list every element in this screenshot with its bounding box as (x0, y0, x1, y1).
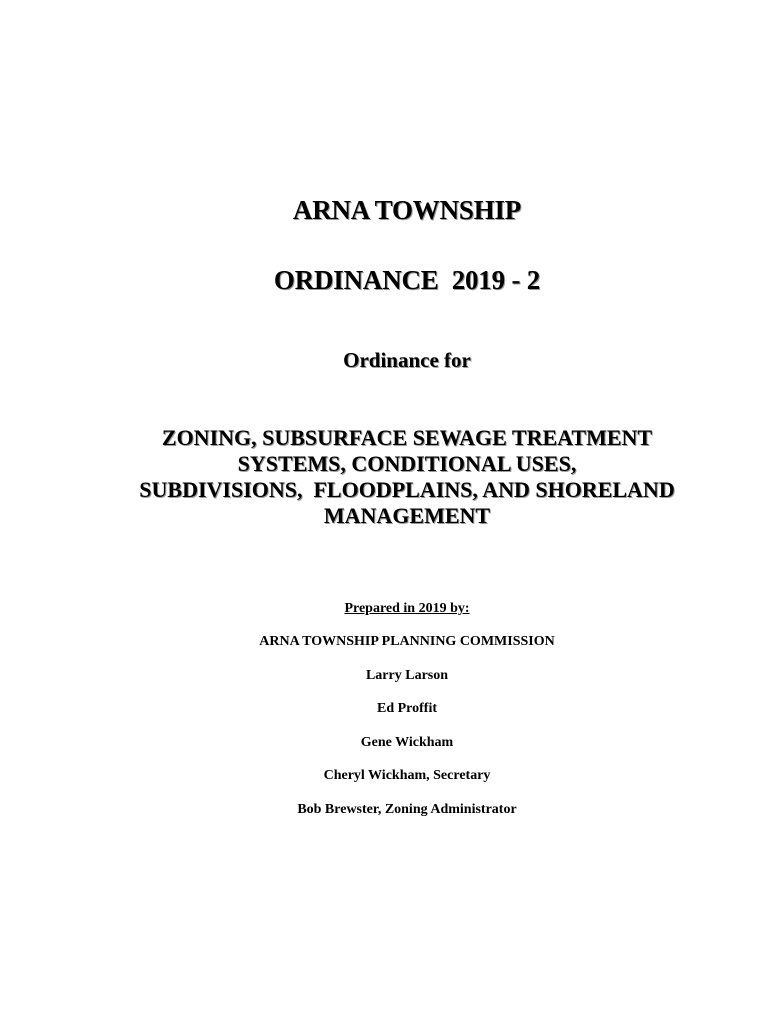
township-title: ARNA TOWNSHIP (292, 195, 522, 225)
member-name: Bob Brewster, Zoning Administrator (297, 802, 517, 817)
ordinance-number: ORDINANCE 2019 - 2 (273, 265, 541, 295)
topic-line-4: MANAGEMENT (323, 503, 491, 528)
commission-name: ARNA TOWNSHIP PLANNING COMMISSION (259, 634, 555, 649)
member-name: Cheryl Wickham, Secretary (323, 768, 491, 783)
member-name: Larry Larson (365, 668, 449, 683)
topic-line-3: SUBDIVISIONS, FLOODPLAINS, AND SHORELAND (139, 477, 675, 502)
ordinance-for-heading: Ordinance for (343, 348, 471, 372)
member-name: Ed Proffit (376, 701, 437, 716)
prepared-by-heading: Prepared in 2019 by: (344, 601, 470, 616)
topic-line-2: SYSTEMS, CONDITIONAL USES, (237, 451, 577, 476)
topic-line-1: ZONING, SUBSURFACE SEWAGE TREATMENT (161, 425, 653, 450)
member-name: Gene Wickham (360, 735, 454, 750)
